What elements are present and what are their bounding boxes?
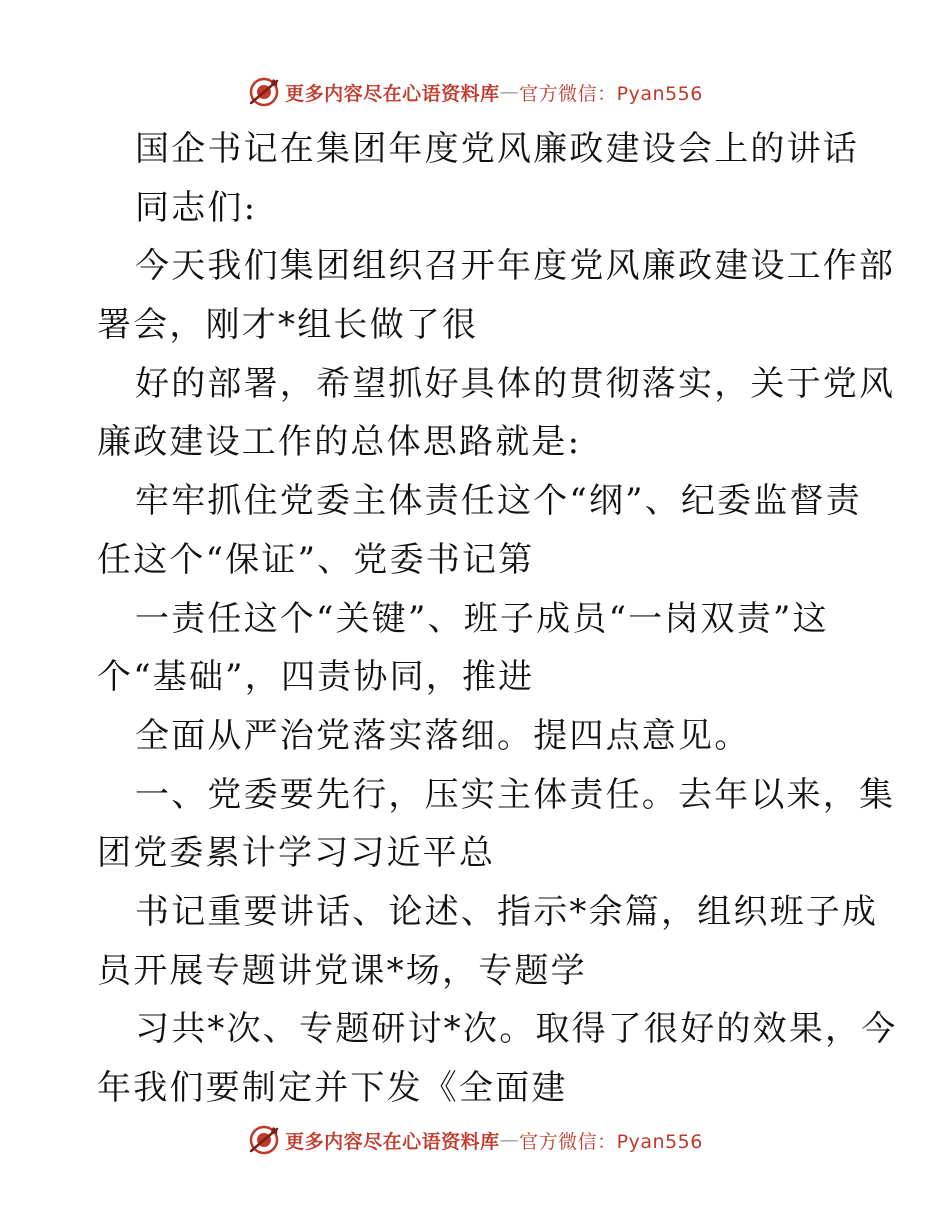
footer-banner [0,1120,950,1160]
paragraph-line: 署会，刚才*组长做了很 [97,305,479,346]
paragraph-line: 任这个“保证”、党委书记第 [97,539,535,580]
paragraph-line: 好的部署，希望抓好具体的贯彻落实，关于党风 [135,363,896,404]
paragraph-line: 个“基础”，四责协同，推进 [97,657,535,698]
salutation: 同志们: [135,187,258,228]
banner-dash: — [499,1129,520,1151]
banner-main-text: 更多内容尽在心语资料库 [285,1130,500,1153]
banner-main-text: 更多内容尽在心语资料库 [285,82,500,105]
paragraph-line: 团党委累计学习习近平总 [97,833,496,874]
quill-seal-icon [247,1123,281,1157]
banner-contact-text: 官方微信：Pyan556 [519,1130,703,1153]
document-title: 国企书记在集团年度党风廉政建设会上的讲话 [135,129,859,169]
paragraph-line: 习共*次、专题研讨*次。取得了很好的效果，今 [135,1009,898,1050]
banner-contact-text: 官方微信：Pyan556 [519,82,703,105]
paragraph-line: 员开展专题讲党课*场，专题学 [97,950,587,991]
header-banner [0,72,950,112]
paragraph-line: 全面从严治党落实落细。提四点意见。 [135,715,751,756]
paragraph-line: 一责任这个“关键”、班子成员“一岗双责”这 [135,598,829,639]
paragraph-line: 年我们要制定并下发《全面建 [97,1068,568,1108]
paragraph-line: 牢牢抓住党委主体责任这个“纲”、纪委监督责 [135,481,862,522]
paragraph-line: 书记重要讲话、论述、指示*余篇，组织班子成 [135,891,879,932]
banner-dash: — [499,81,520,103]
paragraph-line: 今天我们集团组织召开年度党风廉政建设工作部 [135,246,896,287]
paragraph-line: 廉政建设工作的总体思路就是: [97,422,582,463]
paragraph-line: 一、党委要先行，压实主体责任。去年以来，集 [135,774,896,815]
quill-seal-icon [247,75,281,109]
document-body [97,120,898,1118]
